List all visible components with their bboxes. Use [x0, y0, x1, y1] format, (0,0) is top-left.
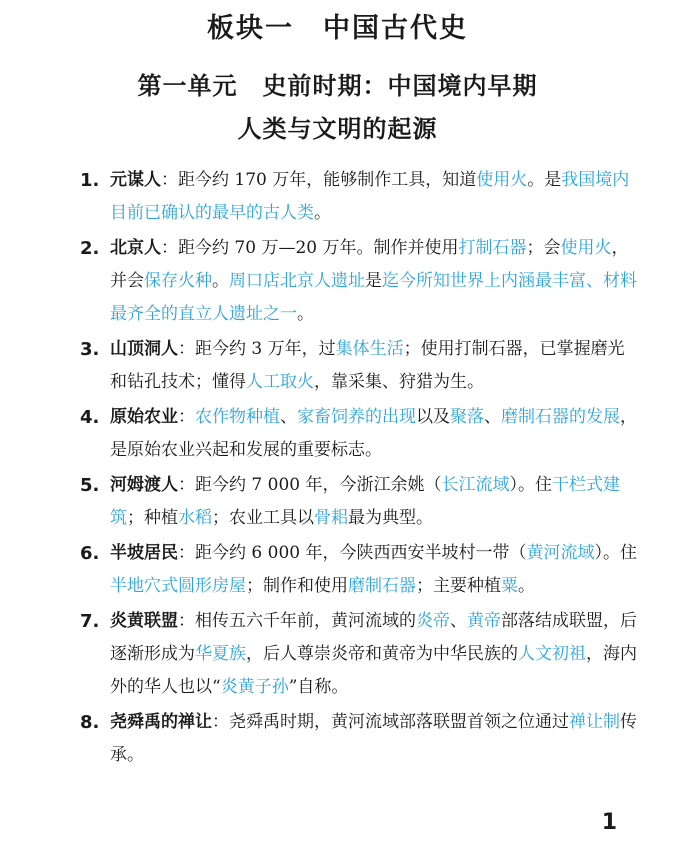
item-number: 5. [80, 475, 100, 496]
item-term: 炎黄联盟 [110, 611, 178, 631]
item-text: ）。住 [594, 543, 637, 563]
item-text: 以及 [416, 407, 450, 427]
item-text: 。 [518, 576, 535, 596]
item-number: 7. [80, 611, 100, 632]
highlight-text: 使用火 [476, 170, 528, 190]
item-term: 原始农业 [110, 407, 178, 427]
highlight-text: 保存火种 [144, 271, 212, 291]
unit-title-line2: 人类与文明的起源 [237, 115, 438, 143]
unit-title-line1: 第一单元 史前时期：中国境内早期 [137, 72, 538, 100]
list-item [80, 232, 640, 331]
page-section-title: 板块一 中国古代史 [207, 13, 468, 44]
highlight-text: 炎帝 [416, 611, 450, 631]
highlight-text: 周口店北京人遗址 [229, 271, 365, 291]
highlight-text: 禅让制 [569, 712, 620, 732]
item-text: ：距今约 70 万—20 万年。制作并使用 [161, 238, 459, 258]
item-number: 8. [80, 712, 100, 733]
highlight-text: 打制石器 [458, 238, 527, 258]
item-text: 。 [212, 271, 229, 291]
item-text: ，并会 [110, 238, 629, 291]
highlight-text: 使用火 [560, 238, 612, 258]
item-term: 元谋人 [110, 170, 161, 190]
item-term: 河姆渡人 [110, 475, 178, 495]
highlight-text: 黄帝 [467, 611, 501, 631]
item-number: 3. [80, 339, 100, 360]
item-text: ；农业工具以 [212, 508, 314, 528]
item-text: 传承。 [110, 712, 637, 765]
list-item [80, 401, 640, 467]
item-text: ：尧舜禹时期，黄河流域部落联盟首领之位通过 [212, 712, 569, 732]
highlight-text: 我国境内目前已确认的最早的古人类 [110, 170, 630, 223]
item-text: ；会 [526, 238, 561, 258]
item-text: ）。住 [509, 475, 552, 495]
list-item [80, 469, 640, 535]
item-text: ：相传五六千年前，黄河流域的 [178, 611, 416, 631]
list-item [80, 333, 640, 399]
item-text: ；主要种植 [416, 576, 501, 596]
highlight-text: 磨制石器 [348, 576, 416, 596]
highlight-text: 集体生活 [335, 339, 404, 359]
item-text: 。 [297, 304, 314, 324]
item-text: ，是原始农业兴起和发展的重要标志。 [110, 407, 637, 460]
highlight-text: 炎黄子孙 [220, 677, 289, 697]
item-text: ；使用打制石器，已掌握磨光和钻孔技术；懂得 [110, 339, 625, 392]
item-term: 半坡居民 [110, 543, 178, 563]
item-text: ，海内外的华人也以“ [110, 644, 637, 697]
item-text: ，后人尊崇炎帝和黄帝为中华民族的 [246, 644, 518, 664]
highlight-text: 粟 [501, 576, 518, 596]
page-number: 1 [601, 810, 617, 835]
list-item [80, 537, 640, 603]
item-number: 6. [80, 543, 100, 564]
item-text: 部落结成联盟，后逐渐形成为 [110, 611, 637, 664]
highlight-text: 干栏式建筑 [110, 475, 620, 528]
item-text: 最为典型。 [348, 508, 433, 528]
item-text: 。 [314, 203, 331, 223]
item-number: 1. [80, 170, 100, 191]
highlight-text: 华夏族 [195, 644, 246, 664]
highlight-text: 半地穴式圆形房屋 [110, 576, 246, 596]
highlight-text: 水稻 [178, 508, 212, 528]
item-text: ；制作和使用 [246, 576, 348, 596]
item-text: ；种植 [127, 508, 178, 528]
highlight-text: 聚落 [450, 407, 484, 427]
list-item [80, 164, 640, 230]
item-number: 2. [80, 238, 100, 259]
item-text: ： [178, 407, 195, 427]
highlight-text: 磨制石器的发展 [501, 407, 620, 427]
highlight-text: 家畜饲养的出现 [297, 407, 416, 427]
item-text: ”自称。 [288, 677, 349, 697]
item-text: ：距今约 6 000 年，今陕西西安半坡村一带（ [178, 543, 527, 563]
highlight-text: 迄今所知世界上内涵最丰富、材料最齐全的直立人遗址之一 [110, 271, 637, 324]
item-number: 4. [80, 407, 100, 428]
highlight-text: 人文初祖 [518, 644, 586, 664]
item-text: ：距今约 170 万年，能够制作工具，知道 [161, 170, 477, 190]
item-text: ：距今约 3 万年，过 [178, 339, 336, 359]
item-text: 、 [450, 611, 467, 631]
knowledge-point-list [80, 164, 640, 774]
item-term: 北京人 [110, 238, 161, 258]
highlight-text: 人工取火 [246, 372, 314, 392]
item-term: 尧舜禹的禅让 [110, 712, 212, 732]
item-term: 山顶洞人 [110, 339, 178, 359]
item-text: 是 [365, 271, 382, 291]
item-text: 。是 [527, 170, 562, 190]
item-text: ，靠采集、狩猎为生。 [314, 372, 484, 392]
item-text: ：距今约 7 000 年，今浙江余姚（ [178, 475, 442, 495]
highlight-text: 农作物种植 [195, 407, 280, 427]
highlight-text: 长江流域 [441, 475, 510, 495]
highlight-text: 骨耜 [314, 508, 348, 528]
list-item [80, 605, 640, 704]
list-item [80, 706, 640, 772]
item-text: 、 [484, 407, 501, 427]
item-text: 、 [280, 407, 297, 427]
highlight-text: 黄河流域 [526, 543, 595, 563]
